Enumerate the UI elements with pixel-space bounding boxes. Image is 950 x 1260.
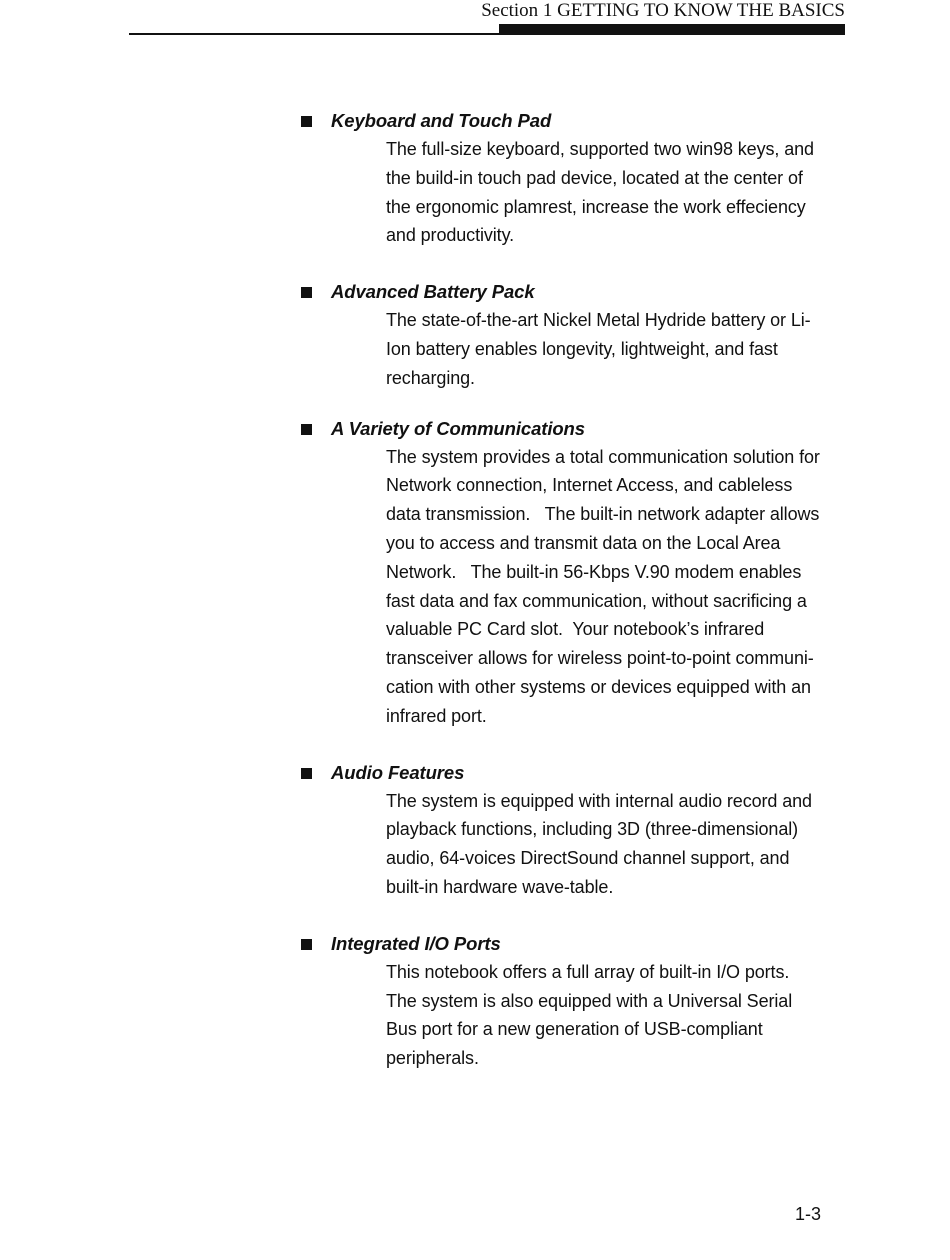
square-bullet-icon xyxy=(301,287,312,298)
feature-audio xyxy=(300,759,850,902)
square-bullet-icon xyxy=(301,116,312,127)
description-line: The full-size keyboard, supported two win98 keys, and xyxy=(386,139,814,159)
description-line: Ion battery enables longevity, lightweight, and fast xyxy=(386,338,778,359)
description-line: the build-in touch pad device, located at the center of xyxy=(386,167,803,188)
description-line: cation with other systems or devices equipped with an xyxy=(386,676,811,697)
description-line: data transmission. The built-in network adapter allows xyxy=(386,504,820,525)
feature-title: Integrated I/O Ports xyxy=(331,932,501,954)
feature-list xyxy=(300,107,850,1101)
feature-description xyxy=(386,306,848,392)
feature-title: Advanced Battery Pack xyxy=(331,281,535,303)
description-line: Network connection, Internet Access, and cableless xyxy=(386,475,793,496)
description-line: audio, 64-voices DirectSound channel support, and xyxy=(386,848,790,869)
description-line: recharging. xyxy=(386,367,475,388)
description-line: playback functions, including 3D (three-dimensional) xyxy=(386,819,799,840)
description-line: infrared port. xyxy=(386,705,487,726)
description-line: The system is also equipped with a Universal Serial xyxy=(386,990,793,1011)
page-number: 1-3 xyxy=(795,1204,822,1224)
square-bullet-icon xyxy=(301,768,312,779)
description-line: peripherals. xyxy=(386,1048,479,1069)
feature-battery-pack xyxy=(300,278,850,392)
feature-description xyxy=(386,135,848,250)
feature-io-ports xyxy=(300,930,850,1073)
header-thin-rule xyxy=(129,33,501,35)
description-line: you to access and transmit data on the Local Area xyxy=(386,532,781,553)
square-bullet-icon xyxy=(301,939,312,950)
feature-keyboard-touchpad xyxy=(300,107,850,250)
feature-description xyxy=(386,787,848,902)
description-line: and productivity. xyxy=(386,225,515,246)
square-bullet-icon xyxy=(301,424,312,435)
description-line: transceiver allows for wireless point-to-point communi- xyxy=(386,648,814,669)
description-line: fast data and fax communication, without sacrificing a xyxy=(386,590,807,611)
feature-communications xyxy=(300,415,850,731)
description-line: The state-of-the-art Nickel Metal Hydride battery or Li- xyxy=(386,310,811,331)
feature-description xyxy=(386,443,848,731)
description-line: The system is equipped with internal audio record and xyxy=(386,790,812,811)
header-thick-rule xyxy=(499,24,845,35)
description-line: valuable PC Card slot. Your notebook’s infrared xyxy=(386,619,765,640)
description-line: This notebook offers a full array of built-in I/O ports. xyxy=(386,961,790,982)
section-header-title: Section 1 GETTING TO KNOW THE BASICS xyxy=(481,0,845,21)
description-line: built-in hardware wave-table. xyxy=(386,876,614,897)
feature-title: Keyboard and Touch Pad xyxy=(331,110,552,131)
description-line: the ergonomic plamrest, increase the work effeciency xyxy=(386,196,806,217)
feature-description xyxy=(386,958,848,1073)
feature-title: A Variety of Communications xyxy=(331,417,585,439)
description-line: The system provides a total communication solution for xyxy=(386,446,820,467)
description-line: Network. The built-in 56-Kbps V.90 modem enables xyxy=(386,561,802,582)
feature-title: Audio Features xyxy=(331,761,465,783)
description-line: Bus port for a new generation of USB-compliant xyxy=(386,1019,763,1040)
